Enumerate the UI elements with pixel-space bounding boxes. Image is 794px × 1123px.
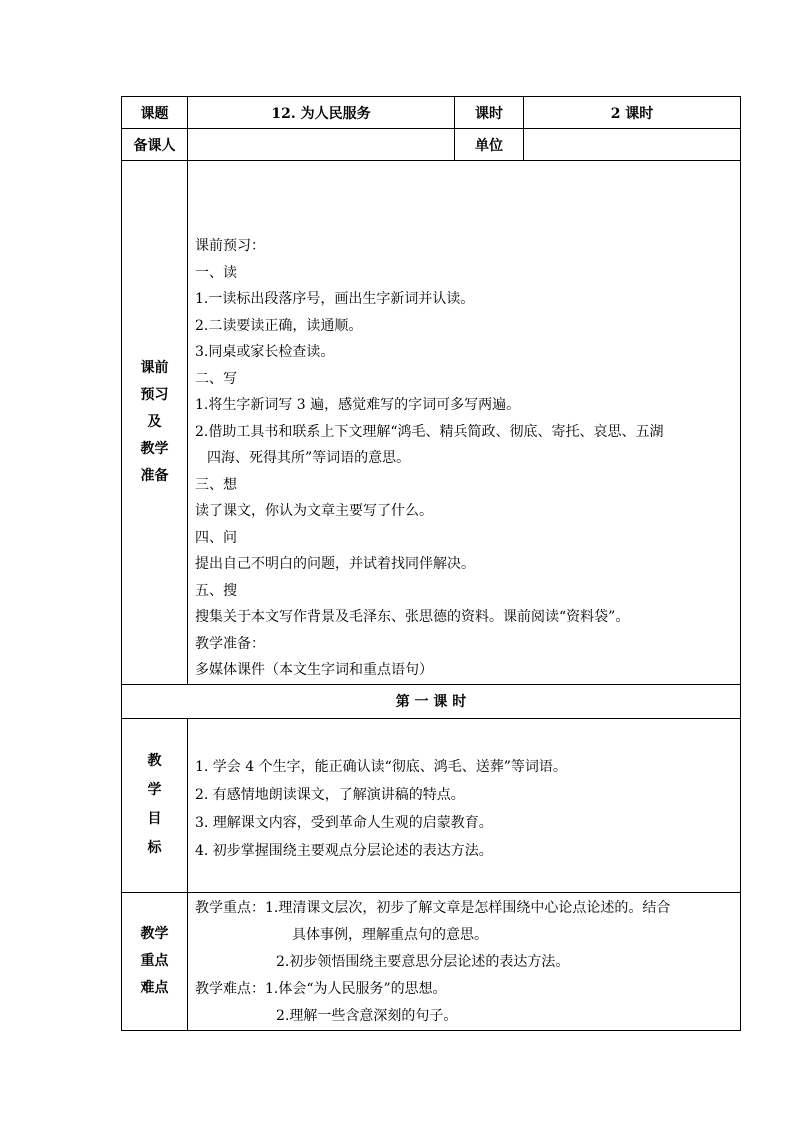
goal-item: 1. 学会 4 个生字，能正确认读“彻底、鸿毛、送葬”等词语。 <box>195 758 567 775</box>
prep-line: 教学准备： <box>195 635 265 652</box>
goal-item: 3. 理解课文内容，受到革命人生观的启蒙教育。 <box>195 814 493 831</box>
goal-item: 4. 初步掌握围绕主要观点分层论述的表达方法。 <box>195 842 493 859</box>
keypoints-label-line: 重点 <box>140 952 169 969</box>
goals-label-char: 标 <box>147 840 162 856</box>
title-label: 课题 <box>122 97 188 129</box>
prep-row <box>122 161 741 685</box>
hours-value: 2 课时 <box>524 97 741 129</box>
goals-label <box>122 718 188 892</box>
keypoints-label-line: 教学 <box>140 925 169 942</box>
prep-line: 二、写 <box>195 370 237 387</box>
title-row <box>122 97 741 129</box>
preparer-row <box>122 129 741 161</box>
prep-label <box>122 161 188 685</box>
prep-line: 课前预习： <box>195 238 265 254</box>
prep-line: 四海、死得其所”等词语的意思。 <box>207 450 411 466</box>
goals-content <box>188 718 741 892</box>
lesson-heading: 第 一 课 时 <box>122 684 741 718</box>
prep-line: 提出自己不明白的问题，并试着找同伴解决。 <box>195 556 475 572</box>
prep-label-line: 教学 <box>140 440 169 457</box>
hours-label: 课时 <box>455 97 524 129</box>
unit-label: 单位 <box>455 129 524 161</box>
prep-line: 三、想 <box>195 476 237 493</box>
goals-label-char: 学 <box>147 782 162 798</box>
difficulty-line: 教学难点：1.体会“为人民服务”的思想。 <box>195 980 447 997</box>
preparer-label: 备课人 <box>122 129 188 161</box>
difficulty-line: 2.理解一些含意深刻的句子。 <box>276 1007 458 1024</box>
prep-line: 搜集关于本文写作背景及毛泽东、张思德的资料。课前阅读“资料袋”。 <box>195 609 630 625</box>
lesson-plan-table <box>121 96 741 1031</box>
prep-line: 多媒体课件（本文生字词和重点语句） <box>195 662 433 678</box>
keypoints-label-line: 难点 <box>140 979 169 996</box>
prep-line: 1.将生字新词写 3 遍，感觉难写的字词可多写两遍。 <box>195 397 521 413</box>
goals-row <box>122 718 741 892</box>
prep-label-line: 课前 <box>140 359 169 376</box>
prep-content <box>188 161 741 685</box>
prep-line: 五、搜 <box>195 582 237 599</box>
focus-line: 具体事例，理解重点句的意思。 <box>292 926 488 943</box>
prep-line: 3.同桌或家长检查读。 <box>195 344 335 360</box>
lesson-heading-row <box>122 684 741 718</box>
keypoints-label <box>122 892 188 1030</box>
unit-value <box>524 129 741 161</box>
prep-label-line: 准备 <box>140 467 169 484</box>
goal-item: 2. 有感情地朗读课文，了解演讲稿的特点。 <box>195 786 465 803</box>
prep-label-line: 及 <box>147 413 162 430</box>
goals-label-char: 教 <box>147 753 162 769</box>
focus-line: 教学重点：1.理清课文层次，初步了解文章是怎样围绕中心论点论述的。结合 <box>195 899 671 916</box>
preparer-value <box>188 129 455 161</box>
prep-label-line: 预习 <box>140 386 169 403</box>
focus-line: 2.初步领悟围绕主要意思分层论述的表达方法。 <box>276 953 570 970</box>
keypoints-row <box>122 892 741 1030</box>
prep-line: 1.一读标出段落序号，画出生字新词并认读。 <box>195 291 475 307</box>
title-value: 12. 为人民服务 <box>188 97 455 129</box>
prep-line: 一、读 <box>195 264 237 281</box>
prep-line: 2.借助工具书和联系上下文理解“鸿毛、精兵简政、彻底、寄托、哀思、五湖 <box>195 423 664 440</box>
keypoints-content <box>188 892 741 1030</box>
prep-line: 2.二读要读正确，读通顺。 <box>195 317 363 334</box>
prep-line: 四、问 <box>195 529 237 546</box>
goals-label-char: 目 <box>147 811 162 827</box>
prep-line: 读了课文，你认为文章主要写了什么。 <box>195 503 433 519</box>
